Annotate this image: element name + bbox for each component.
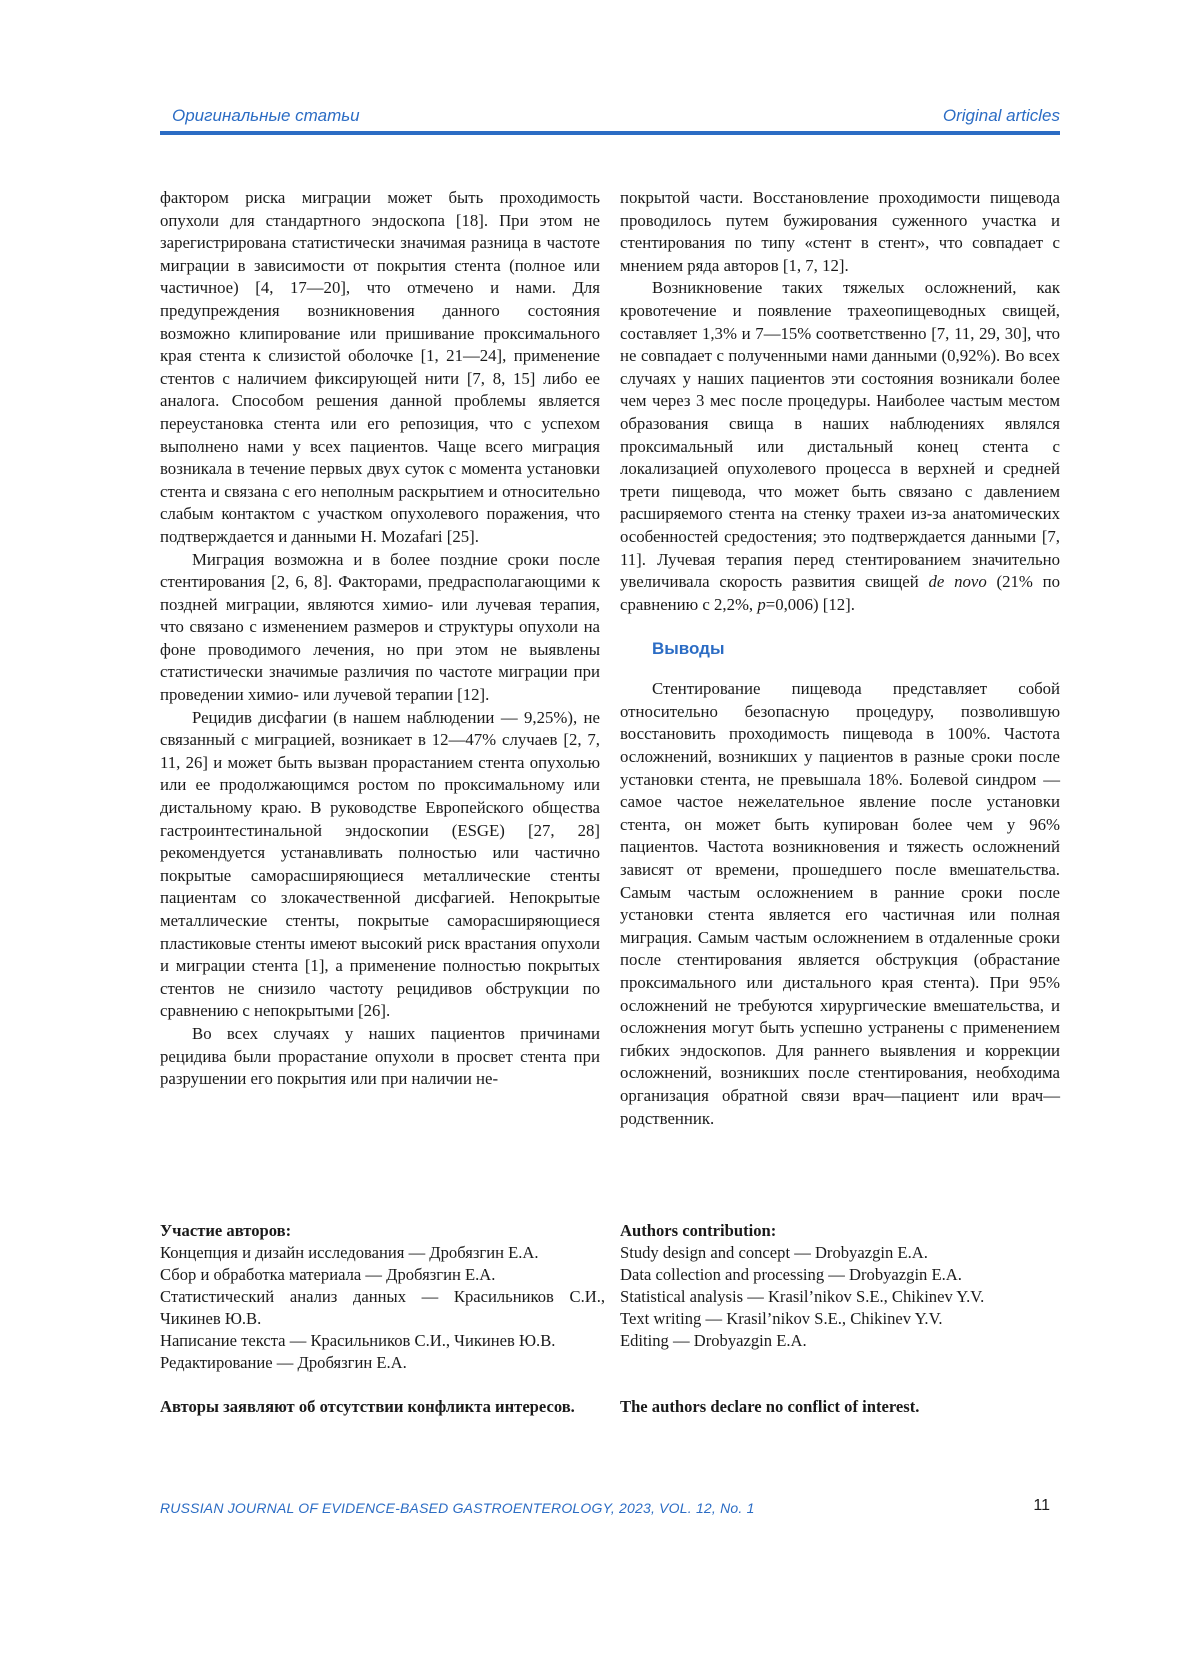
paragraph-text: =0,006) [12]. (765, 594, 855, 614)
paragraph: Рецидив дисфагии (в нашем наблюдении — 9,25%), не связанный с миграцией, возникает в 12—47% случаев [2, 7, 11, 26] и может быть вызван прорастанием стента опухолью или ее продолжающимся ростом по проксимальному или дистальному краю. В руководстве Европейского общества гастроинтестинальной эндоскопии (ESGE) [27, 28] рекомендуется устанавливать полностью или частично покрытые саморасширяющиеся металлические стенты пациентам со злокачественной дисфагией. Непокрытые металлические стенты, покрытые саморасширяющиеся пластиковые стенты имеют высокий риск врастания опухоли и миграции стента [1], а применение полностью покрытых стентов не снизило частоту рецидивов обструкции по сравнению с непокрытыми [26]. (160, 707, 600, 1021)
contrib-line: Editing — Drobyazgin E.A. (620, 1331, 807, 1350)
paragraph: покрытой части. Восстановление проходимости пищевода проводилось путем бужирования суженного участка и стентирования по типу «стент в стент», что совпадает с мнением ряда авторов [1, 7, 12]. (620, 188, 1060, 275)
journal-footer: RUSSIAN JOURNAL OF EVIDENCE-BASED GASTROENTEROLOGY, 2023, VOL. 12, No. 1 (160, 1500, 755, 1516)
paragraph: Миграция возможна и в более поздние сроки после стентирования [2, 6, 8]. Факторами, предрасполагающими к поздней миграции, являются химио- или лучевая терапия, что связано с изменением размеров и структуры опухоли на фоне проводимого лечения, но при этом не выявлены статистически значимые различия по частоте миграции при проведении химио- или лучевой терапии [12]. (160, 549, 600, 705)
contrib-line: Text writing — Krasil’nikov S.E., Chikinev Y.V. (620, 1309, 943, 1328)
contrib-line: Study design and concept — Drobyazgin E.A. (620, 1243, 928, 1262)
italic-p: p (757, 594, 766, 614)
right-column (620, 187, 1060, 1130)
page-number: 11 (1033, 1497, 1050, 1514)
running-header-en: Original articles (942, 106, 1060, 125)
contrib-line: Data collection and processing — Drobyazgin E.A. (620, 1265, 962, 1284)
contrib-line: Написание текста — Красильников С.И., Чикинев Ю.В. (160, 1331, 556, 1350)
section-title-conclusions: Выводы (652, 639, 725, 659)
paragraph: Стентирование пищевода представляет собой относительно безопасную процедуру, позволившую восстановить проходимость пищевода в 100%. Частота осложнений, возникших у пациентов в разные сроки после установки стента, не превышала 18%. Болевой синдром — самое частое нежелательное явление после установки стента, он может быть купирован более чем у 96% пациентов. Частота возникновения и тяжесть осложнений зависят от времени, прошедшего после вмешательства. Самым частым осложнением в ранние сроки после установки стента является его частичная или полная миграция. Самым частым осложнением в отдаленные сроки после стентирования является обструкция (обрастание проксимального или дистального края стента). При 95% осложнений не требуются хирургические вмешательства, и осложнения могут быть успешно устранены с применением гибких эндоскопов. Для раннего выявления и коррекции осложнений, возникших после стентирования, необходима организация обратной связи врач—пациент или врач—родственник. (620, 679, 1060, 1128)
authors-contribution-en (620, 1220, 1065, 1352)
italic-term: de novo (928, 572, 987, 592)
contrib-line: Statistical analysis — Krasil’nikov S.E., Chikinev Y.V. (620, 1287, 985, 1306)
contrib-line: Концепция и дизайн исследования — Дробязгин Е.А. (160, 1243, 539, 1262)
contrib-line: Сбор и обработка материала — Дробязгин Е.А. (160, 1265, 496, 1284)
contrib-line: Статистический анализ данных — Красильников С.И., Чикинев Ю.В. (160, 1287, 605, 1328)
running-header-ru: Оригинальные статьи (172, 106, 360, 125)
paragraph: фактором риска миграции может быть проходимость опухоли для стандартного эндоскопа [18]. При этом не зарегистрирована статистически значимая разница в частоте миграции в зависимости от покрытия стента (полное или частичное) [4, 17—20], что отмечено и нами. Для предупреждения возникновения данного состояния возможно клипирование или пришивание проксимального края стента к слизистой оболочке [1, 21—24], применение стентов с наличием фиксирующей нити [7, 8, 15] либо ее аналога. Способом решения данной проблемы является переустановка стента или его репозиция, что с успехом выполнено нами у всех пациентов. Чаще всего миграция возникала в течение первых двух суток с момента установки стента и связана с его неполным раскрытием и относительно слабым контактом с участком опухолевого поражения, что подтверждается и данными H. Mozafari [25]. (160, 188, 600, 546)
contrib-title: Участие авторов: (160, 1221, 292, 1240)
contrib-title: Authors contribution: (620, 1221, 777, 1240)
header-divider (160, 131, 1060, 135)
conflict-statement-ru: Авторы заявляют об отсутствии конфликта интересов. (160, 1397, 575, 1416)
left-column (160, 187, 600, 1091)
paragraph-text: Возникновение таких тяжелых осложнений, как кровотечение и появление трахеопищеводных свищей, составляет 1,3% и 7—15% соответственно [7, 11, 29, 30], что не совпадает с полученными нами данными (0,92%). Во всех случаях у наших пациентов эти состояния возникали более чем через 3 мес после процедуры. Наиболее частым местом образования свища в наших наблюдениях являлся проксимальный или дистальный конец стента с локализацией опухолевого процесса в верхней и средней трети пищевода, что может быть связано с давлением расширяемого стента на стенку трахеи из-за анатомических особенностей средостения; это подтверждается данными [7, 11]. Лучевая терапия перед стентированием значительно увеличивала скорость развития свищей (620, 278, 1060, 592)
contrib-line: Редактирование — Дробязгин Е.А. (160, 1353, 407, 1372)
conflict-statement-en: The authors declare no conflict of interest. (620, 1397, 920, 1416)
paragraph: Во всех случаях у наших пациентов причинами рецидива были прорастание опухоли в просвет стента при разрушении его покрытия или при наличии не- (160, 1023, 600, 1089)
authors-contribution-ru (160, 1220, 605, 1374)
paragraph (620, 277, 1060, 616)
paragraph-text: (21% по сравнению с 2,2%, (620, 572, 1060, 614)
